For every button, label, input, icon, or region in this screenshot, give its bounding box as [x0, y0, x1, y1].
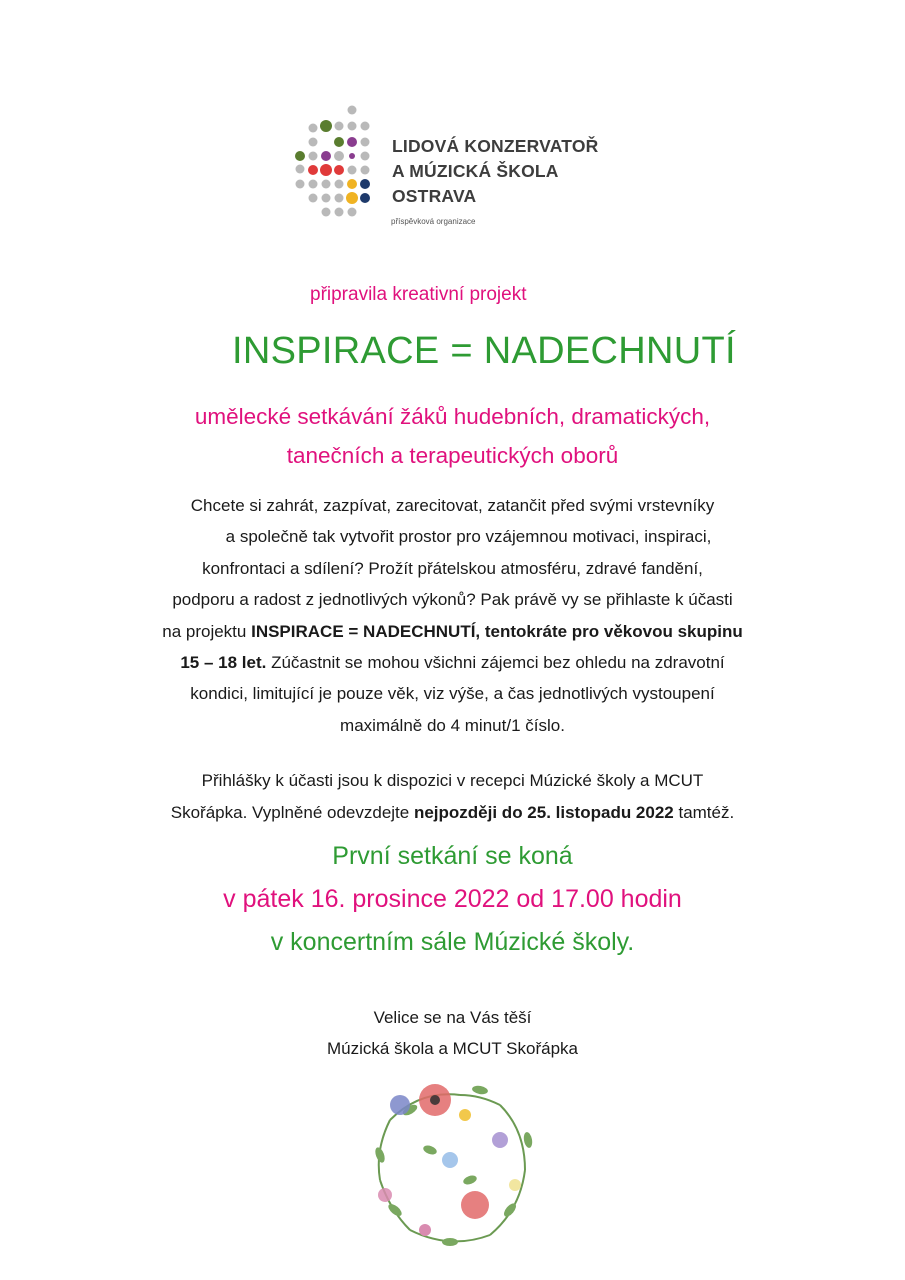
description-line: Chcete si zahrát, zazpívat, zarecitovat, zatančit před svými vrstevníky: [190, 496, 715, 515]
event-date: v pátek 16. prosince 2022 od 17.00 hodin: [223, 885, 682, 913]
description-line: podporu a radost z jednotlivých výkonů? Pak právě vy se přihlaste k účasti: [172, 590, 733, 610]
info-line: [0, 797, 905, 829]
description-line: [0, 647, 905, 678]
description-line: [0, 616, 905, 647]
info-text: tamtéž.: [673, 802, 735, 822]
description-text: na projektu: [162, 621, 252, 641]
age-group-highlight: 15 – 18 let.: [180, 653, 267, 673]
floral-wreath-icon: [350, 1060, 550, 1260]
logo-line-2: A MÚZICKÁ ŠKOLA: [392, 161, 559, 181]
project-subtitle-line-1: umělecké setkávání žáků hudebních, dramatických,: [194, 404, 711, 429]
dot-grid-logo-icon: [288, 104, 388, 224]
signoff: [0, 1002, 905, 1064]
signoff-line-2: Múzická škola a MCUT Skořápka: [327, 1039, 578, 1058]
description-text: Zúčastnit se mohou všichni zájemci bez ohledu na zdravotní: [266, 653, 725, 673]
event-venue: v koncertním sále Múzické školy.: [270, 928, 635, 956]
description-line: konfrontaci a sdílení? Prožít přátelskou atmosféru, zdravé fandění,: [202, 558, 703, 578]
description-highlight: INSPIRACE = NADECHNUTÍ, tentokráte pro věkovou skupinu: [251, 621, 743, 641]
description-paragraph: [0, 490, 905, 741]
description-line: a společně tak vytvořit prostor pro vzájemnou motivaci, inspiraci,: [225, 527, 712, 547]
info-text: Skořápka. Vyplněné odevzdejte: [170, 802, 414, 822]
school-logo: [288, 104, 628, 234]
intro-text: připravila kreativní projekt: [310, 284, 527, 305]
description-line: kondici, limitující je pouze věk, viz výše, a čas jednotlivých vystoupení: [190, 684, 715, 704]
event-heading: První setkání se koná: [332, 842, 573, 870]
registration-info: [0, 765, 905, 828]
description-line: maximálně do 4 minut/1 číslo.: [340, 715, 565, 735]
logo-line-1: LIDOVÁ KONZERVATOŘ: [392, 136, 599, 156]
logo-wordmark: [392, 134, 598, 209]
logo-subtitle: příspěvková organizace: [391, 217, 476, 226]
signoff-line-1: Velice se na Vás těší: [373, 1008, 532, 1027]
project-title: INSPIRACE = NADECHNUTÍ: [232, 330, 736, 372]
info-line: Přihlášky k účasti jsou k dispozici v recepci Múzické školy a MCUT: [201, 771, 704, 790]
deadline-highlight: nejpozději do 25. listopadu 2022: [413, 802, 674, 822]
logo-line-3: OSTRAVA: [392, 186, 477, 206]
project-subtitle-line-2: tanečních a terapeutických oborů: [286, 443, 619, 468]
